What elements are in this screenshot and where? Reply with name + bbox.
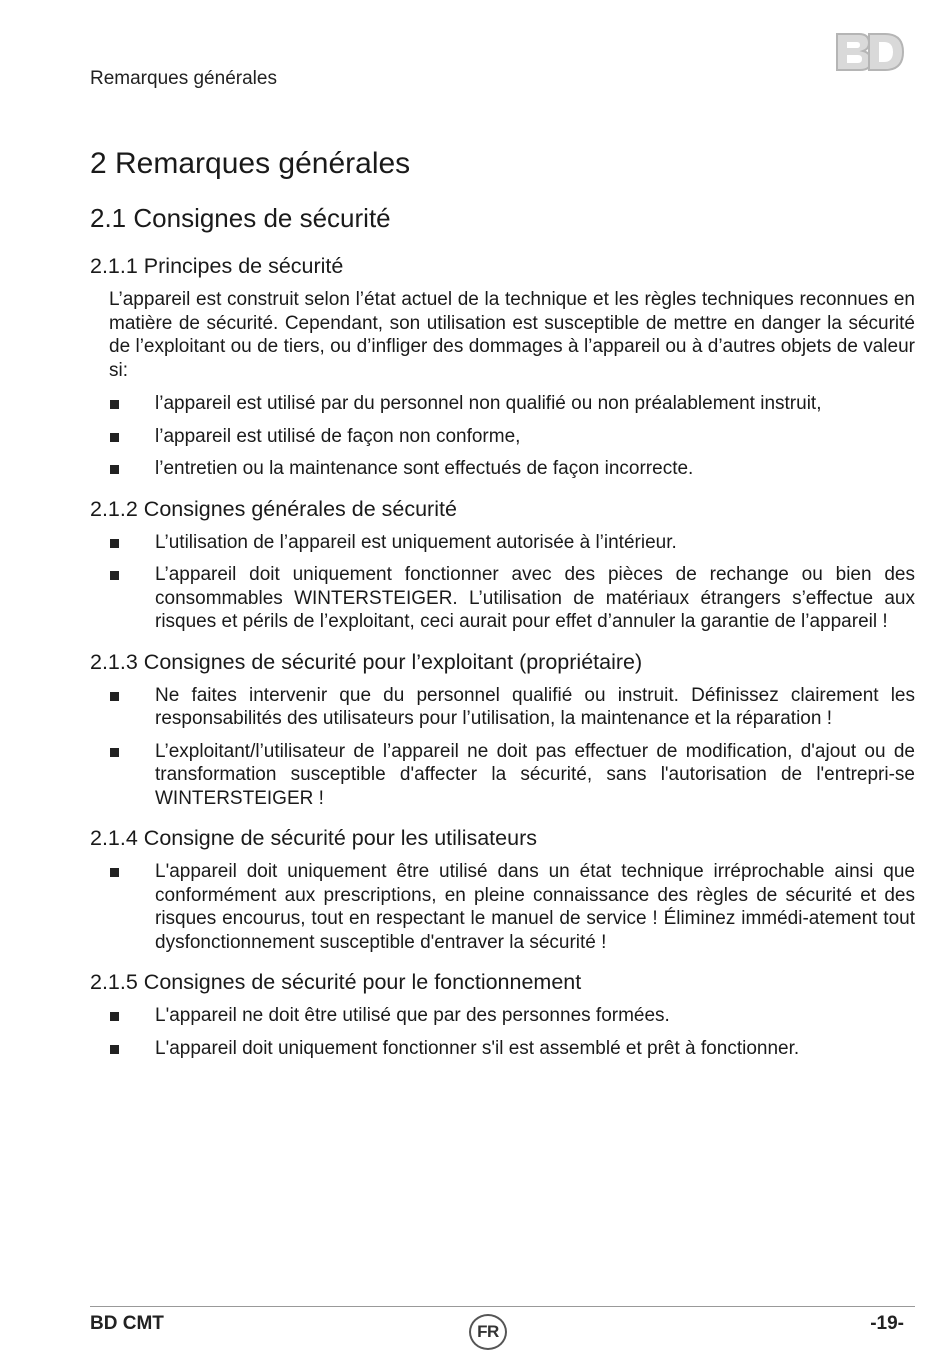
square-bullet-icon [110,465,119,474]
square-bullet-icon [110,539,119,548]
subsection-2-1-1 [90,252,915,481]
subsection-2-1-3 [90,648,915,811]
list-item-text: l’appareil est utilisé de façon non conforme, [155,425,521,447]
list-item [90,531,915,555]
language-badge-icon [469,1314,507,1350]
section-title: 2.1 Consignes de sécurité [90,203,391,233]
square-bullet-icon [110,1045,119,1054]
chapter-title: 2 Remarques générales [90,147,411,180]
list-item [90,1037,915,1061]
subsection-2-1-5 [90,968,915,1060]
list-item [90,740,915,811]
square-bullet-icon [110,692,119,701]
list-item-text: L'appareil ne doit être utilisé que par des personnes formées. [155,1005,670,1026]
list-item-text: l’appareil est utilisé par du personnel non qualifié ou non préalablement instruit, [155,393,822,414]
footer-product-name: BD CMT [90,1313,164,1334]
subsection-title: 2.1.2 Consignes générales de sécurité [90,496,457,521]
subsection-title: 2.1.1 Principes de sécurité [90,254,344,278]
list-item [90,457,915,481]
list-item-text: L’appareil doit uniquement fonctionner avec des pièces de rechange ou bien des consommables WINTERSTEIGER. L’utilisation de matériaux étrangers s’effectue aux risques et périls de l’exploitant, ceci aurait pour effet d’annuler la garantie de l’appareil ! [155,564,915,632]
list-item [90,425,915,449]
list-item-text: L’exploitant/l’utilisateur de l’appareil ne doit pas effectuer de modification, d'ajout ou de transformation susceptible d'affecter la sécurité, sans l'autorisation de l'entrepri-se WINTERSTEIGER ! [155,740,915,809]
list-item-text: L'appareil doit uniquement fonctionner s'il est assemblé et prêt à fonctionner. [155,1037,800,1059]
subsection-title: 2.1.5 Consignes de sécurité pour le fonctionnement [90,970,582,994]
subsection-intro-text: L’appareil est construit selon l’état actuel de la technique et les règles techniques reconnues en matière de sécurité. Cependant, son utilisation est susceptible de mettre en danger la sécurité de l’exploitant ou de tiers, ou d’infliger des dommages à l’appareil ou à d’autres objets de valeur si: [109,289,915,381]
bullet-list [90,860,915,954]
language-badge-label: FR [477,1322,499,1341]
list-item-text: Ne faites intervenir que du personnel qualifié ou instruit. Définissez clairement les responsabilités des utilisateurs pour l’utilisation, la maintenance et la réparation ! [155,684,915,729]
square-bullet-icon [110,433,119,442]
bd-logo-icon [833,30,905,74]
bullet-list [90,392,915,481]
square-bullet-icon [110,868,119,877]
bullet-list [90,684,915,811]
list-item [90,684,915,731]
list-item-text: L'appareil doit uniquement être utilisé dans un état technique irréprochable ainsi que conformément aux prescriptions, en pleine connaissance des règles de sécurité et des risques encourus, tout en respectant le manuel de service ! Éliminez immédi-atement tout dysfonctionnement susceptible d'entraver la sécurité ! [155,861,915,953]
list-item [90,860,915,954]
running-header-title: Remarques générales [90,68,277,89]
list-item-text: l’entretien ou la maintenance sont effectués de façon incorrecte. [155,458,694,479]
page-content [90,146,915,1074]
footer-divider [90,1306,915,1307]
list-item [90,563,915,634]
subsection-2-1-4 [90,824,915,954]
square-bullet-icon [110,1012,119,1021]
subsection-title: 2.1.3 Consignes de sécurité pour l’exploitant (propriétaire) [90,649,643,674]
square-bullet-icon [110,748,119,757]
page-number: -19- [870,1313,904,1334]
bullet-list [90,531,915,634]
square-bullet-icon [110,400,119,409]
subsection-title: 2.1.4 Consigne de sécurité pour les utilisateurs [90,826,537,850]
subsection-2-1-2 [90,495,915,634]
list-item [90,1004,915,1028]
list-item-text: L’utilisation de l’appareil est uniquement autorisée à l’intérieur. [155,531,677,553]
bullet-list [90,1004,915,1060]
square-bullet-icon [110,571,119,580]
list-item [90,392,915,416]
